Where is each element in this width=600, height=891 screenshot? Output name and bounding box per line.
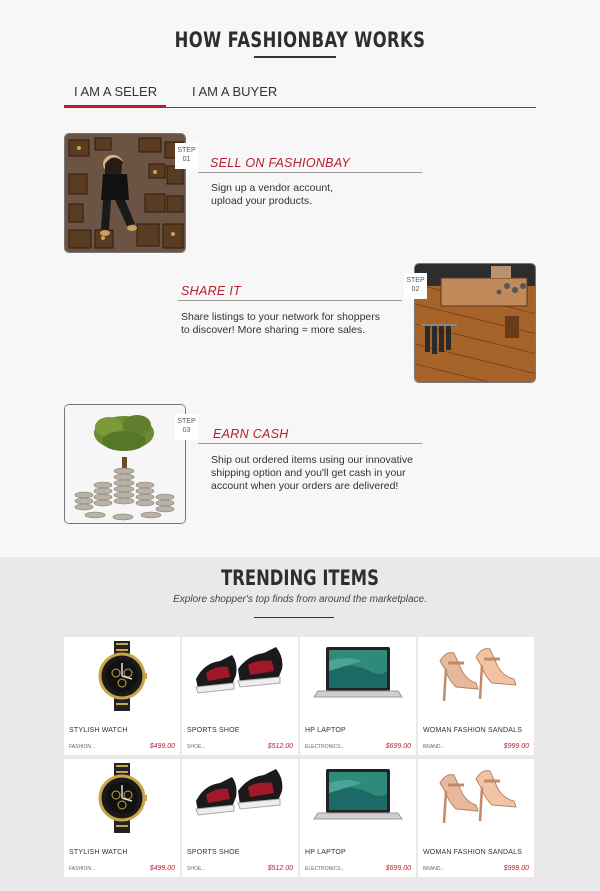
step-3-text-line: account when your orders are delivered! (211, 480, 399, 492)
step-3-badge (175, 414, 198, 440)
step-1-divider (198, 172, 422, 173)
step-3-image (64, 404, 186, 524)
product-card[interactable] (64, 759, 180, 877)
step-1-text (211, 182, 333, 208)
active-tab-indicator (64, 105, 166, 108)
product-category: ELECTRONICS... (305, 866, 345, 872)
step-1-image (64, 133, 186, 253)
shoe-image[interactable] (192, 763, 288, 833)
product-name[interactable]: HP LAPTOP (305, 849, 346, 856)
product-name[interactable]: SPORTS SHOE (187, 849, 240, 856)
step-label: STEP (177, 147, 196, 154)
watch-image[interactable] (74, 641, 170, 711)
step-label: STEP (406, 277, 425, 284)
product-card[interactable] (64, 637, 180, 755)
step-2-text (181, 311, 380, 337)
product-card[interactable] (418, 759, 534, 877)
shoe-image[interactable] (192, 641, 288, 711)
product-price: $999.00 (503, 865, 529, 872)
product-card[interactable] (300, 637, 416, 755)
laptop-image[interactable] (310, 641, 406, 711)
step-2-text-line: to discover! More sharing = more sales. (181, 324, 366, 336)
product-category: BRAND... (423, 866, 445, 872)
product-name[interactable]: WOMAN FASHION SANDALS (423, 849, 523, 856)
step-2-divider (178, 300, 402, 301)
step-3-title: EARN CASH (213, 427, 289, 441)
step-2-image (414, 263, 536, 383)
step-1-badge (175, 143, 198, 169)
sandal-image[interactable] (428, 641, 524, 711)
product-price: $499.00 (149, 743, 175, 750)
title-underline (254, 56, 336, 58)
trending-items-section (0, 557, 600, 891)
section-title: TRENDING ITEMS (221, 566, 379, 590)
product-card[interactable] (418, 637, 534, 755)
product-category: SHOE... (187, 866, 206, 872)
step-1-text-line: upload your products. (211, 195, 312, 207)
product-price: $512.00 (267, 743, 293, 750)
product-category: ELECTRONICS... (305, 744, 345, 750)
product-name[interactable]: STYLISH WATCH (69, 727, 128, 734)
product-name[interactable]: SPORTS SHOE (187, 727, 240, 734)
title-underline (254, 617, 334, 618)
step-3-text-line: shipping option and you'll get cash in your (211, 467, 406, 479)
step-2-title: SHARE IT (181, 284, 242, 298)
step-number: 03 (182, 427, 191, 434)
step-1-title: SELL ON FASHIONBAY (210, 156, 351, 170)
step-label: STEP (177, 418, 196, 425)
product-price: $699.00 (385, 743, 411, 750)
product-category: SHOE... (187, 744, 206, 750)
step-3-text (211, 454, 413, 493)
product-card[interactable] (182, 759, 298, 877)
product-name[interactable]: WOMAN FASHION SANDALS (423, 727, 523, 734)
step-2-badge (404, 273, 427, 299)
product-price: $512.00 (267, 865, 293, 872)
product-price: $999.00 (503, 743, 529, 750)
tab-buyer[interactable]: I AM A BUYER (192, 84, 278, 99)
step-3-divider (198, 443, 422, 444)
product-name[interactable]: HP LAPTOP (305, 727, 346, 734)
tab-seller[interactable]: I AM A SELER (74, 84, 158, 99)
section-title: HOW FASHIONBAY WORKS (174, 28, 426, 52)
step-2-text-line: Share listings to your network for shoppers (181, 311, 381, 323)
product-category: FASHION... (69, 744, 96, 750)
product-category: FASHION... (69, 866, 96, 872)
role-tabs (64, 84, 536, 108)
sandal-image[interactable] (428, 763, 524, 833)
section-subtitle: Explore shopper's top finds from around the marketplace. (173, 594, 427, 605)
step-number: 01 (182, 156, 191, 163)
watch-image[interactable] (74, 763, 170, 833)
step-number: 02 (411, 286, 420, 293)
laptop-image[interactable] (310, 763, 406, 833)
product-price: $699.00 (385, 865, 411, 872)
product-name[interactable]: STYLISH WATCH (69, 849, 128, 856)
product-card[interactable] (182, 637, 298, 755)
product-card[interactable] (300, 759, 416, 877)
product-price: $499.00 (149, 865, 175, 872)
step-3-text-line: Ship out ordered items using our innovative (211, 454, 413, 466)
product-category: BRAND... (423, 744, 445, 750)
step-1-text-line: Sign up a vendor account, (211, 182, 334, 194)
